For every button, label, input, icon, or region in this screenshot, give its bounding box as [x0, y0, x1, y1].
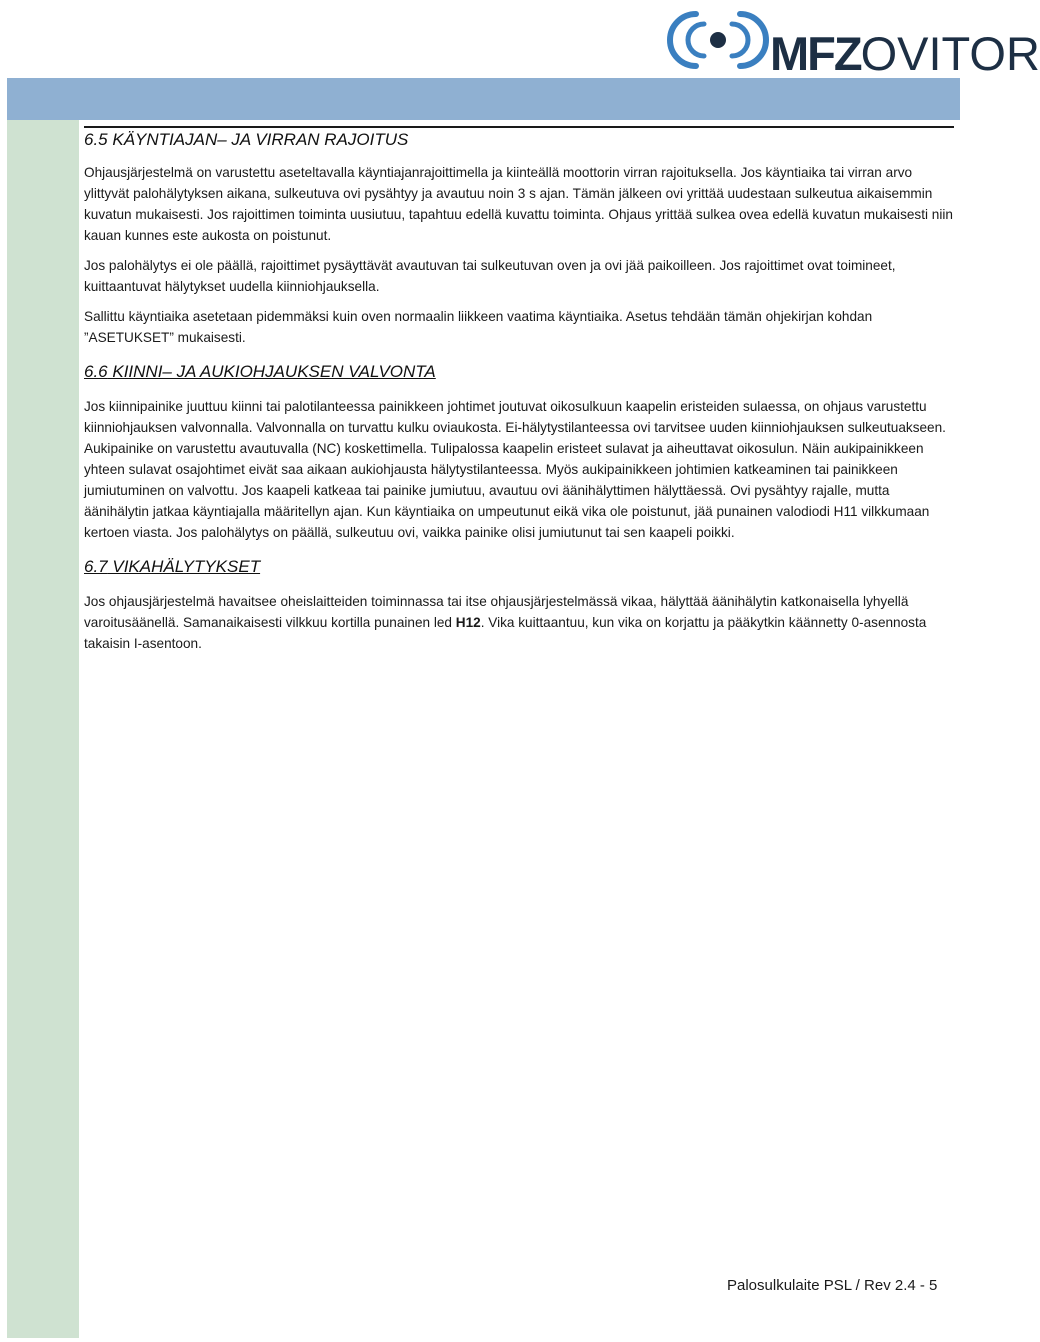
logo-wordmark [770, 27, 1040, 80]
section-number: 6.6 [84, 362, 108, 381]
page-footer: Palosulkulaite PSL / Rev 2.4 - 5 [727, 1277, 938, 1294]
section-title: VIKAHÄLYTYKSET [107, 557, 261, 576]
section-title: KÄYNTIAJAN– JA VIRRAN RAJOITUS [107, 130, 409, 149]
header-band [7, 78, 960, 120]
section-number: 6.5 [84, 130, 108, 149]
document-body [84, 126, 954, 654]
led-label: H12 [455, 615, 481, 630]
paragraph-text: . Vika kuittaantuu, kun vika on korjattu ja pääkytkin käännetty 0-asennosta takaisin I-asentoon. [84, 615, 927, 651]
paragraph: Ohjausjärjestelmä on varustettu aseteltavalla käyntiajanrajoittimella ja kiinteällä moottorin virran rajoituksella. Jos käyntiaika tai virran arvo ylittyvät palohälytyksen aikana, sulkeutuva ovi pysähtyy ja avautuu noin 3 s ajan. Tämän jälkeen ovi yrittää uudestaan sulkeutua aikaisemmin kuvatun mukaisesti. Jos rajoittimen toiminta uusiutuu, tapahtuu edellä kuvattu toiminta. Ohjaus yrittää sulkea ovea edellä kuvatun mukaisesti niin kauan kunnes este aukosta on poistunut. [84, 165, 953, 243]
paragraph: Sallittu käyntiaika asetetaan pidemmäksi kuin oven normaalin liikkeen vaatima käyntiaika. Asetus tehdään tämän ohjekirjan kohdan ”ASETUKSET” mukaisesti. [84, 309, 873, 345]
paragraph: Jos kiinnipainike juuttuu kiinni tai palotilanteessa painikkeen johtimet joutuvat oikosulkuun kaapelin eristeiden sulaessa, on ohjaus varustettu kiinniohjauksen valvonnalla. Valvonnalla on turvattu kulku oviaukosta. Ei-hälytystilanteessa ovi tarvitsee uuden kiinniohjauksen sulkeutuakseen. Aukipainike on varustettu avautuvalla (NC) koskettimella. Tulipalossa kaapelin eristeet sulavat ja aiheuttavat oikosulun. Näin aukipainikkeen yhteen sulavat osajohtimet eivät saa aikaan aukiohjausta hälytystilanteessa. Myös aukipainikkeen johtimien katkeaminen tai painikkeen jumiutuminen on valvottu. Jos kaapeli katkeaa tai painike jumiutuu, avautuu ovi äänihälyttimen hälyttäessä. Ovi pysähtyy rajalle, mutta äänihälytin jatkaa käyntiajalla määritellyn ajan. Kun käyntiaika on umpeutunut eikä vika ole poistunut, jää punainen valodiodi H11 vilkkumaan kertoen viasta. Jos palohälytys on päällä, sulkeutuu ovi, vaikka painike olisi jumiutunut tai sen kaapeli poikki. [84, 399, 946, 540]
section-heading-6-5 [84, 126, 954, 150]
section-title: KIINNI– JA AUKIOHJAUKSEN VALVONTA [107, 362, 436, 381]
paragraph: Jos palohälytys ei ole päällä, rajoittimet pysäyttävät avautuvan tai sulkeutuvan oven ja ovi jää paikoilleen. Jos rajoittimet ovat toimineet, kuittaantuvat hälytykset uudella kiinniohjauksella. [84, 258, 896, 294]
section-heading-6-6 [84, 362, 954, 382]
company-logo [668, 2, 1040, 80]
left-decorative-band [7, 120, 79, 1338]
logo-brand-rest: OVITOR [860, 27, 1040, 80]
logo-brand-bold: MFZ [770, 27, 861, 80]
paragraph [84, 591, 954, 654]
section-heading-6-7 [84, 557, 954, 577]
logo-symbol-icon [668, 2, 768, 78]
section-number: 6.7 [84, 557, 108, 576]
paragraph-text: Jos ohjausjärjestelmä havaitsee oheislaitteiden toiminnassa tai itse ohjausjärjestelmässä vikaa, hälyttää äänihälytin katkonaisella lyhyellä varoitusäänellä. Samanaikaisesti vilkkuu kortilla punainen led [84, 594, 909, 630]
